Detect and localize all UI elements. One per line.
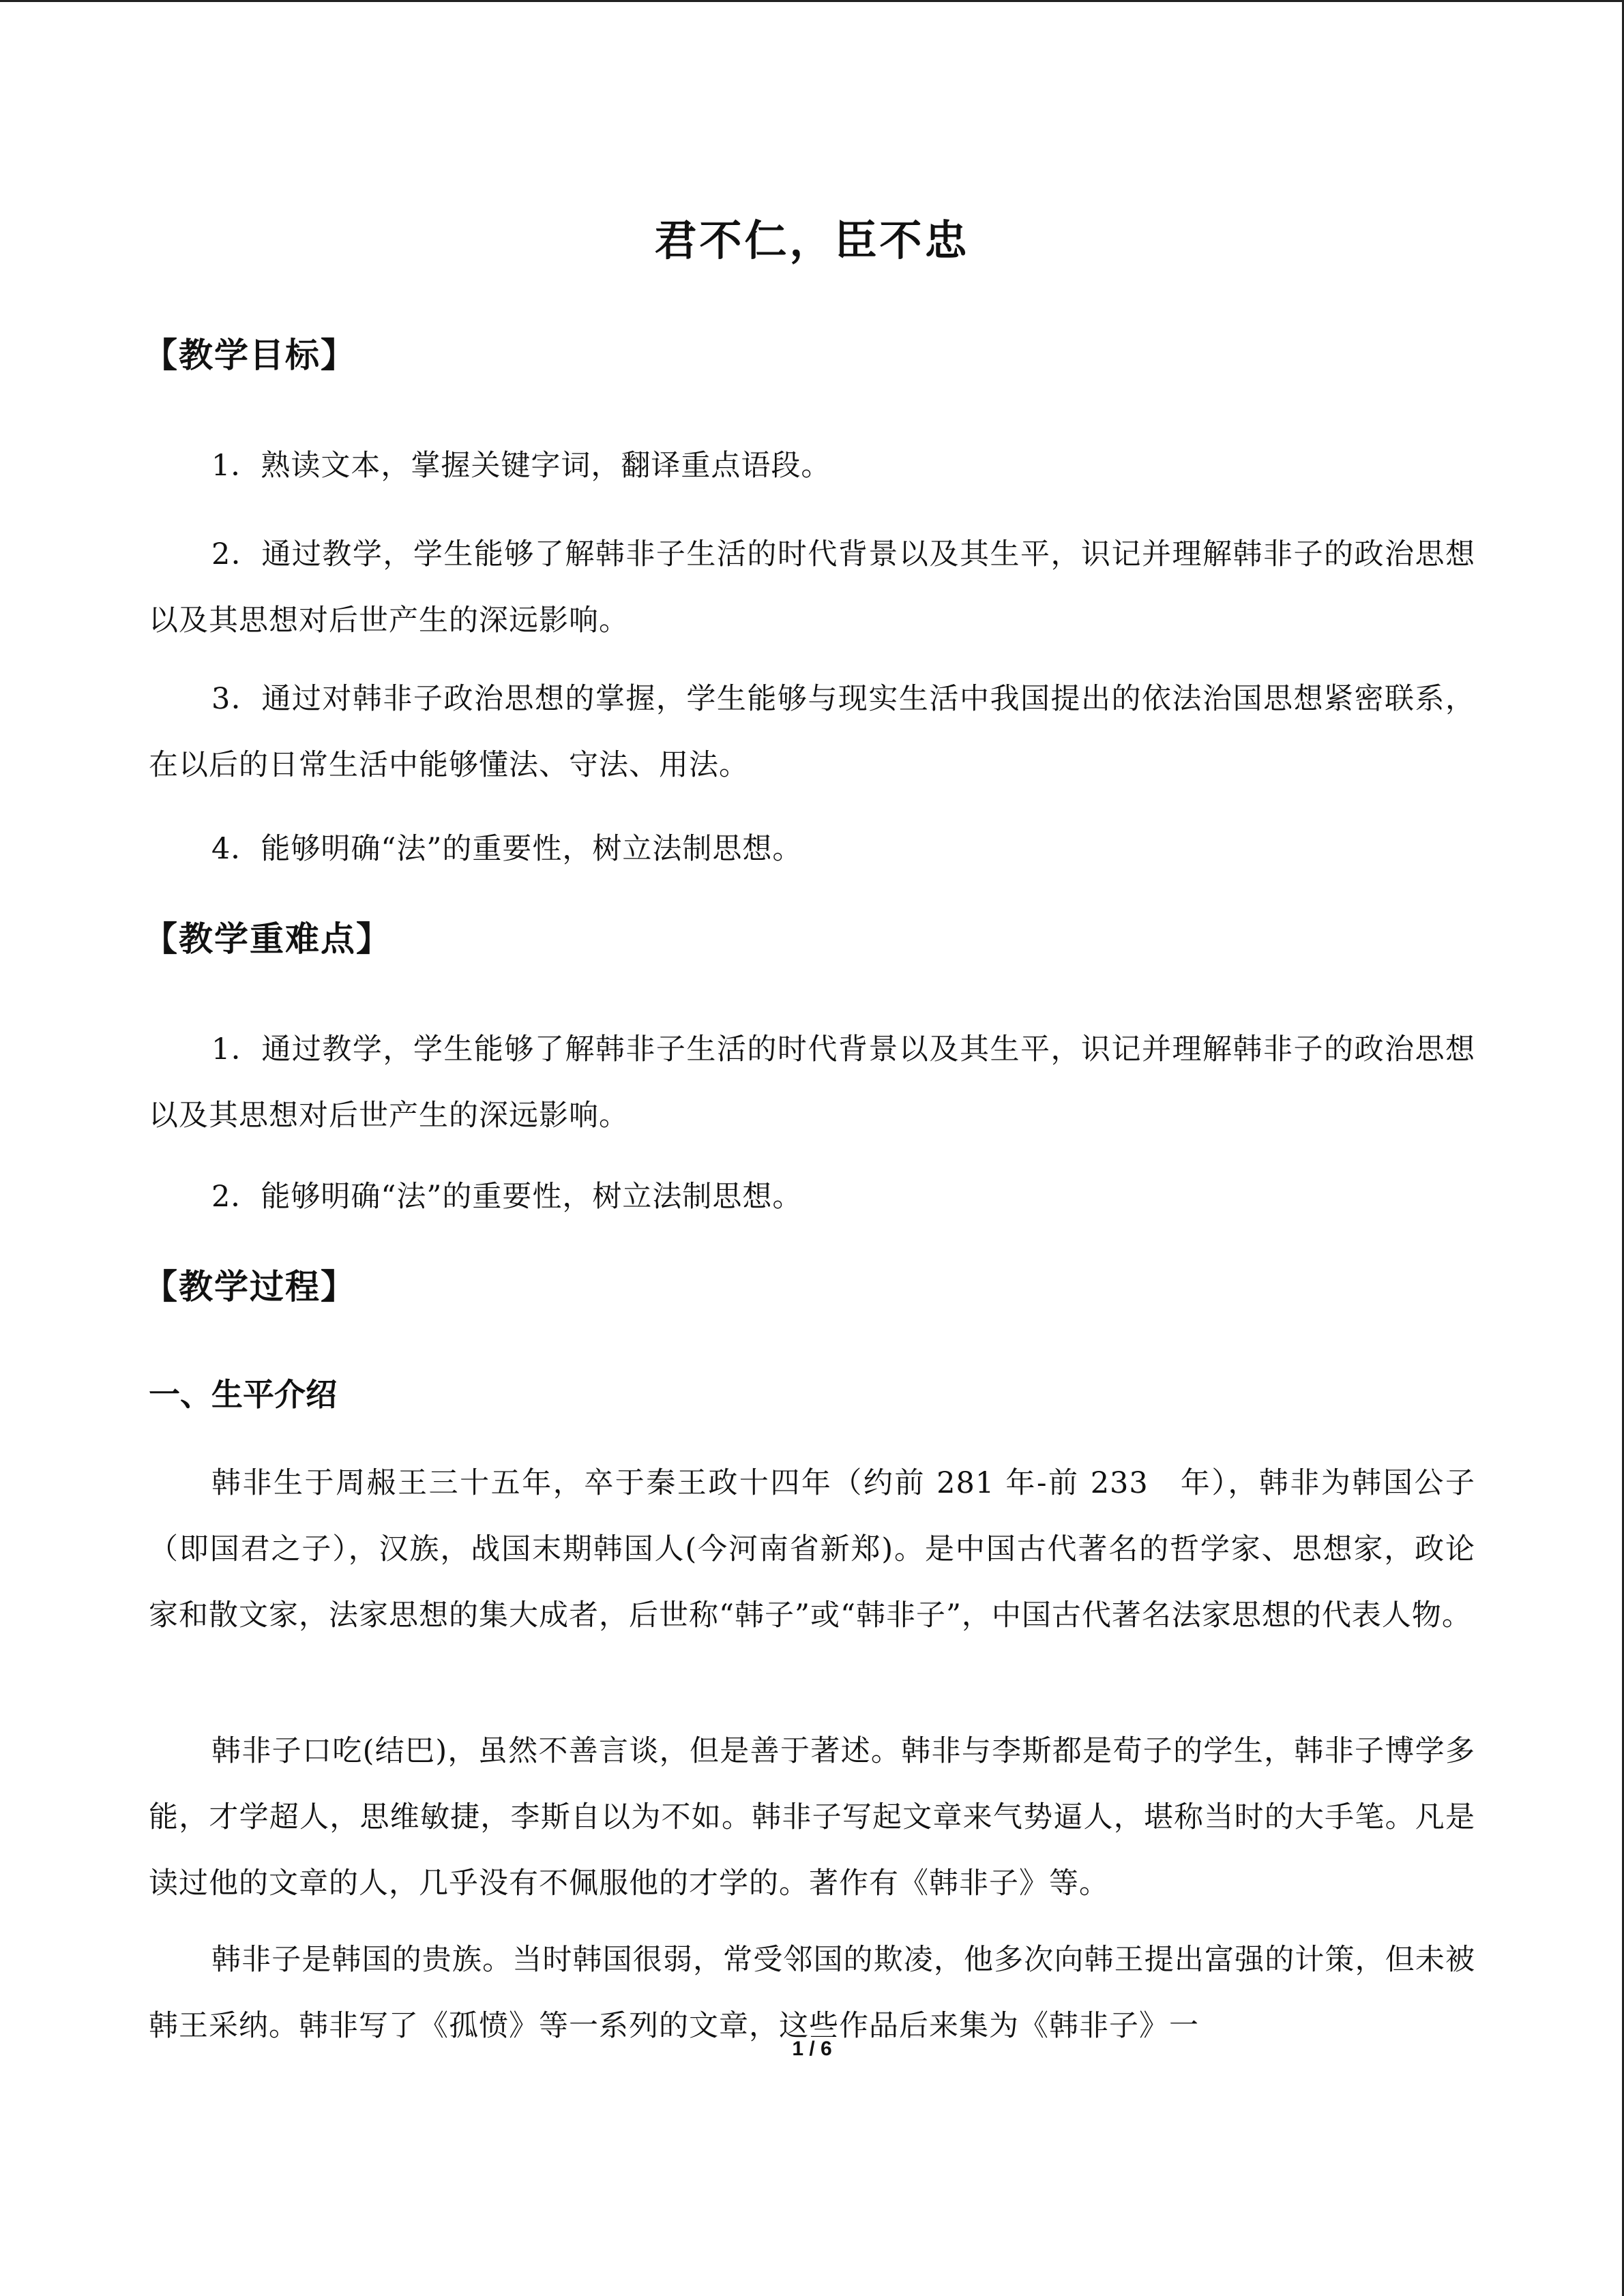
difficulty-item-1: 1．通过教学，学生能够了解韩非子生活的时代背景以及其生平，识记并理解韩非子的政治思想以及其思想对后世产生的深远影响。 xyxy=(149,1032,1475,1133)
biography-paragraph-3: 韩非子是韩国的贵族。当时韩国很弱，常受邻国的欺凌，他多次向韩王提出富强的计策，但未被韩王采纳。韩非写了《孤愤》等一系列的文章，这些作品后来集为《韩非子》一 xyxy=(149,1943,1475,2043)
heading-teaching-process: 【教学过程】 xyxy=(143,1267,356,1307)
page-indicator: 1 / 6 xyxy=(792,2038,832,2060)
goal-item-3: 3．通过对韩非子政治思想的掌握，学生能够与现实生活中我国提出的依法治国思想紧密联系，在以后的日常生活中能够懂法、守法、用法。 xyxy=(149,682,1475,782)
goal-item-4: 4．能够明确“法”的重要性，树立法制思想。 xyxy=(211,832,803,866)
heading-teaching-difficulties: 【教学重难点】 xyxy=(143,919,392,959)
heading-teaching-goals: 【教学目标】 xyxy=(143,336,356,375)
goal-item-1: 1．熟读文本，掌握关键字词，翻译重点语段。 xyxy=(211,449,831,483)
document-title: 君不仁，臣不忠 xyxy=(654,215,970,265)
biography-paragraph-1: 韩非生于周赧王三十五年，卒于秦王政十四年（约前 281 年-前 233 年），韩非为韩国公子（即国君之子），汉族，战国末期韩国人(今河南省新郑)。是中国古代著名的哲学家、思想家，政论家和散文家，法家思想的集大成者，后世称“韩子”或“韩非子”，中国古代著名法家思想的代表人物。 xyxy=(149,1466,1475,1632)
difficulty-item-2: 2．能够明确“法”的重要性，树立法制思想。 xyxy=(211,1180,803,1214)
biography-paragraph-2: 韩非子口吃(结巴)，虽然不善言谈，但是善于著述。韩非与李斯都是荀子的学生，韩非子博学多能，才学超人，思维敏捷，李斯自以为不如。韩非子写起文章来气势逼人，堪称当时的大手笔。凡是读过他的文章的人，几乎没有不佩服他的才学的。著作有《韩非子》等。 xyxy=(149,1734,1475,1900)
subheading-biography: 一、生平介绍 xyxy=(149,1376,337,1413)
goal-item-2: 2．通过教学，学生能够了解韩非子生活的时代背景以及其生平，识记并理解韩非子的政治思想以及其思想对后世产生的深远影响。 xyxy=(149,537,1475,638)
